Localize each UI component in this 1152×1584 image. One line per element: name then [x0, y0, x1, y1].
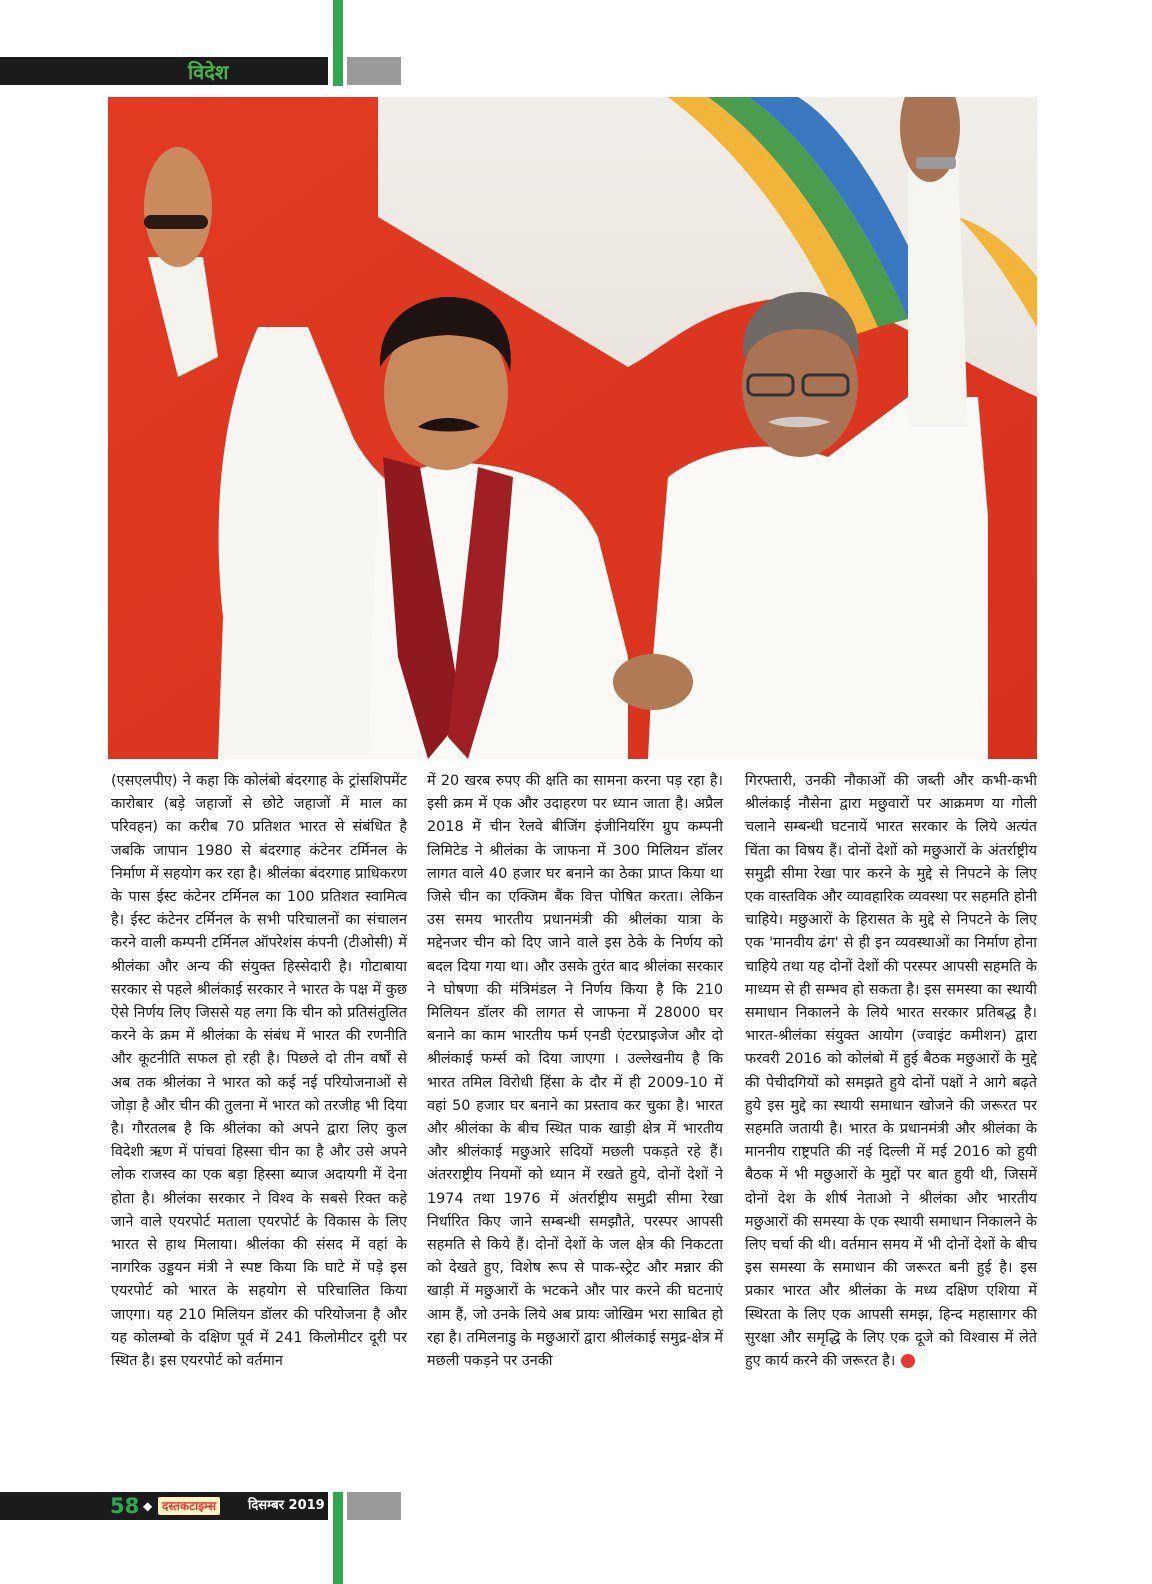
article-column-1: (एसएलपीए) ने कहा कि कोलंबो बंदरगाह के ट्रांसशिपमेंट कारोबार (बड़े जहाजों से छोटे जहाजों में माल का परिवहन) का करीब 70 प्रतिशत भारत से संबंधित है जबकि जापान 1980 से बंदरगाह कंटेनर टर्मिनल के निर्माण में सहयोग कर रहा है। श्रीलंका बंदरगाह प्राधिकरण के पास ईस्ट कंटेनर टर्मिनल का 100 प्रतिशत स्वामित्व है। ईस्ट कंटेनर टर्मिनल के सभी परिचालनों का संचालन करने वाली कम्पनी टर्मिनल ऑपरेशंस कंपनी (टीओसी) में श्रीलंका और अन्य की संयुक्त हिस्सेदारी है। गोटाबाया सरकार से पहले श्रीलंकाई सरकार ने भारत के पक्ष में कुछ ऐसे निर्णय लिए जिससे यह लगा कि चीन को प्रतिसंतुलित करने के क्रम में श्रीलंका के संबंध में भारत की रणनीति और कूटनीति सफल हो रही है। पिछले दो तीन वर्षों से अब तक श्रीलंका ने भारत को कई नई परियोजनाओं से जोड़ा है और चीन की तुलना में भारत को तरजीह भी दिया है। गौरतलब है कि श्रीलंका को अपने द्वारा लिए कुल विदेशी ऋण में पांचवां हिस्सा चीन का है और उसे अपने लोक राजस्व का एक बड़ा हिस्सा ब्याज अदायगी में देना होता है। श्रीलंका सरकार ने विश्व के सबसे रिक्त कहे जाने वाले एयरपोर्ट मताला एयरपोर्ट के विकास के लिए भारत से हाथ मिलाया। श्रीलंका की संसद में वहां के नागरिक उड्डयन मंत्री ने स्पष्ट किया कि घाटे में पड़े इस एयरपोर्ट को भारत के सहयोग से परिचालित किया जाएगा। यह 210 मिलियन डॉलर की परियोजना है और यह कोलम्बो के दक्षिण पूर्व में 241 किलोमीटर दूरी पर स्थित है। इस एयरपोर्ट को वर्तमान: [111, 773, 407, 1370]
article-photo: [108, 97, 1037, 759]
section-title: विदेश: [188, 60, 229, 84]
end-mark-icon: [901, 1354, 915, 1368]
article-column-2: में 20 खरब रुपए की क्षति का सामना करना पड़ रहा है। इसी क्रम में एक और उदाहरण पर ध्यान जाता है। अप्रैल 2018 में चीन रेलवे बीजिंग इंजीनियरिंग ग्रुप कम्पनी लिमिटेड ने श्रीलंका के जाफना में 300 मिलियन डॉलर लागत वाले 40 हजार घर बनाने का ठेका प्राप्त किया था जिसे चीन का एक्जिम बैंक वित्त पोषित करता। लेकिन उस समय भारतीय प्रधानमंत्री की श्रीलंका यात्रा के मद्देनजर चीन को दिए जाने वाले इस ठेके के निर्णय को बदल दिया गया था। और उसके तुरंत बाद श्रीलंका सरकार ने घोषणा की मंत्रिमंडल ने निर्णय किया है कि 210 मिलियन डॉलर की लागत से जाफना में 28000 घर बनाने का काम भारतीय फर्म एनडी एंटरप्राइजेज और दो श्रीलंकाई फर्म्स को दिया जाएगा । उल्लेखनीय है कि भारत तमिल विरोधी हिंसा के दौर में ही 2009-10 में वहां 50 हजार घर बनाने का प्रस्ताव कर चुका है। भारत और श्रीलंका के बीच स्थित पाक खाड़ी क्षेत्र में भारतीय और श्रीलंकाई मछुआरे सदियों मछली पकड़ते रहे हैं। अंतरराष्ट्रीय नियमों को ध्यान में रखते हुये, दोनों देशों ने 1974 तथा 1976 में अंतर्राष्ट्रीय समुद्री सीमा रेखा निर्धारित किए जाने सम्बन्धी समझौते, परस्पर आपसी सहमति से किये हैं। दोनों देशों के जल क्षेत्र की निकटता को देखते हुए, विशेष रूप से पाक-स्ट्रेट और मन्नार की खाड़ी में मछुआरों के भटकने और पार करने की घटनाएं आम हैं, जो उनके लिये अब प्रायः जोखिम भरा साबित हो रहा है। तमिलनाडु के मछुआरों द्वारा श्रीलंकाई समुद्र-क्षेत्र में मछली पकड़ने पर उनकी: [427, 773, 723, 1370]
magazine-logo: दस्तकटाइम्स: [158, 1497, 220, 1515]
article-column-3-text: गिरफ्तारी, उनकी नौकाओं की जब्ती और कभी-कभी श्रीलंकाई नौसेना द्वारा मछुवारों पर आक्रमण या गोली चलाने सम्बन्धी घटनायें भारत सरकार के लिये अत्यंत चिंता का विषय हैं। दोनों देशों को मछुआरों के अंतर्राष्ट्रीय समुद्री सीमा रेखा पार करने के मुद्दे से निपटने के लिए एक वास्तविक और व्यावहारिक व्यवस्था पर सहमति होनी चाहिये। मछुआरों के हिरासत के मुद्दे से निपटने के लिए एक 'मानवीय ढंग' से ही इन व्यवस्थाओं का निर्माण होना चाहिये तथा यह दोनों देशों की परस्पर आपसी सहमति के माध्यम से ही सम्भव हो सकता है। इस समस्या का स्थायी समाधान निकालने के लिये भारत सरकार प्रतिबद्ध है। भारत-श्रीलंका संयुक्त आयोग (ज्वाइंट कमीशन) द्वारा फरवरी 2016 को कोलंबो में हुई बैठक मछुआरों के मुद्दे की पेचीदगियों को समझते हुये दोनों पक्षों ने आगे बढ़ते हुये इस मुद्दे का स्थायी समाधान खोजने की जरूरत पर सहमति जतायी है। भारत के प्रधानमंत्री और श्रीलंका के माननीय राष्ट्रपति की नई दिल्ली में मई 2016 को हुयी बैठक में भी मछुआरों के मुद्दों पर बात हुयी थी, जिसमें दोनों देश के शीर्ष नेताओ ने श्रीलंका और भारतीय मछुआरों की समस्या के एक स्थायी समाधान निकालने के लिए चर्चा की थी। वर्तमान समय में भी दोनों देशों के बीच इस समस्या के समाधान की जरूरत बनी हुई है। इस प्रकार भारत और श्रीलंका के मध्य दक्षिण एशिया में स्थिरता के लिए एक आपसी समझ, हिन्द महासागर की सुरक्षा और समृद्धि के लिए एक दूजे को विश्वास में लेते हुए कार्य करने की जरूरत है।: [745, 773, 1037, 1370]
footer-green-stripe: [333, 1492, 343, 1584]
header-gray-block: [347, 57, 401, 85]
issue-date: दिसम्बर 2019: [248, 1498, 325, 1513]
header-bar: [0, 57, 328, 85]
article-column-3: [745, 770, 1037, 1373]
footer-gray-block: [347, 1492, 401, 1520]
footer-separator: ◆: [143, 1499, 153, 1513]
header-green-stripe: [333, 0, 343, 86]
page-number: 58: [110, 1494, 140, 1518]
